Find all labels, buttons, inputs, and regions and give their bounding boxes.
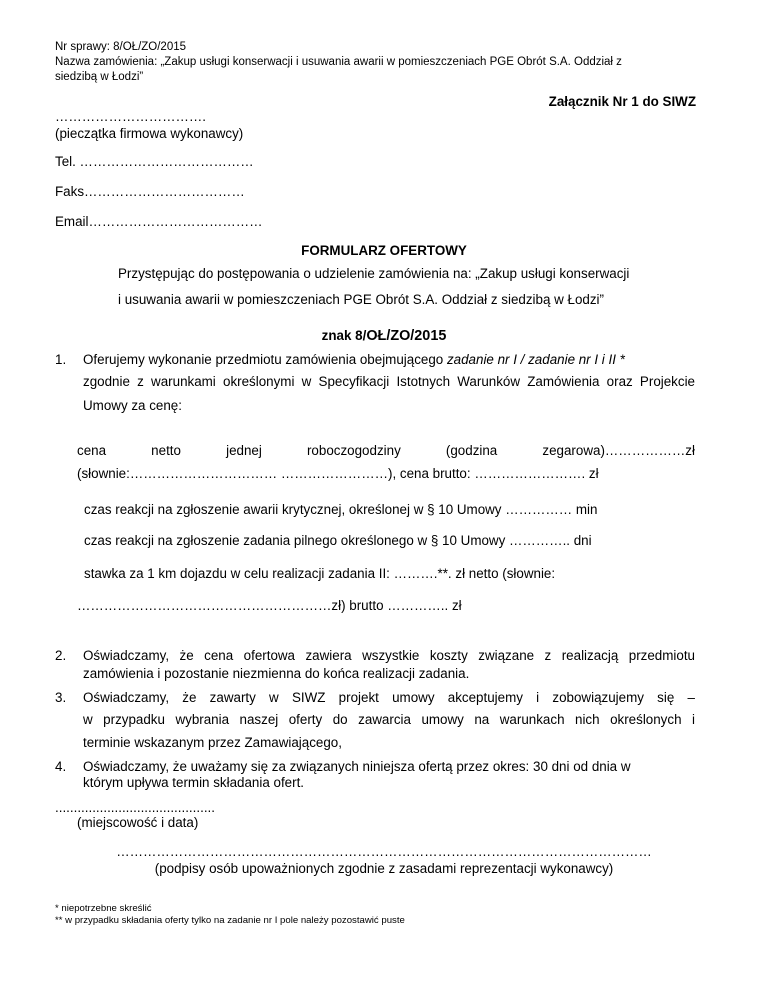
item2-line1: Oświadczamy, że cena ofertowa zawiera wszystkie koszty związane z realizacją przedmiotu xyxy=(83,648,695,663)
item1-line3: Umowy za cenę: xyxy=(83,398,182,413)
stamp-caption: (pieczątka firmowa wykonawcy) xyxy=(55,126,244,141)
item4-number: 4. xyxy=(55,759,67,774)
item1-line2: zgodnie z warunkami określonymi w Specyfikacji Istotnych Warunków Zamówienia oraz Projekcie xyxy=(83,374,695,389)
km-rate: stawka za 1 km dojazdu w celu realizacji zadania II: ……….**. zł netto (słownie: xyxy=(84,566,556,581)
reaction-urgent: czas reakcji na zgłoszenie zadania pilnego określonego w § 10 Umowy ………….. dni xyxy=(84,533,592,548)
price-word: cena xyxy=(77,443,107,458)
email-field: Email………………………………… xyxy=(55,214,263,229)
reference-mark xyxy=(0,328,768,344)
reference-prefix: znak 8/ xyxy=(321,328,367,343)
item1-line1 xyxy=(83,352,625,367)
footnote-1: * niepotrzebne skreślić xyxy=(55,903,152,914)
item3-line3: terminie wskazanym przez Zamawiającego, xyxy=(83,735,342,750)
order-name-line2: siedzibą w Łodzi” xyxy=(55,71,144,83)
price-word: jednej xyxy=(226,443,262,458)
price-line xyxy=(77,443,695,458)
signature-caption: (podpisy osób upoważnionych zgodnie z zasadami reprezentacji wykonawcy) xyxy=(154,861,614,876)
reaction-critical: czas reakcji na zgłoszenie awarii krytycznej, określonej w § 10 Umowy …………… min xyxy=(84,502,598,517)
item3-number: 3. xyxy=(55,690,67,705)
item2-number: 2. xyxy=(55,648,67,663)
item2-line2: zamówienia i pozostanie niezmienna do końca realizacji zadania. xyxy=(83,666,470,681)
stamp-dots: ……………………………. xyxy=(55,109,207,124)
form-title: FORMULARZ OFERTOWY xyxy=(301,243,467,258)
item1-line1-text: Oferujemy wykonanie przedmiotu zamówienia obejmującego xyxy=(83,352,447,367)
price-line2: (słownie:…………………………… ……………………), cena brutto: ……………………. zł xyxy=(77,466,599,481)
item4-line2: którym upływa termin składania ofert. xyxy=(83,775,305,790)
signature-dots: ………………………………………………………………………………………………………… xyxy=(116,844,652,859)
place-date-caption: (miejscowość i data) xyxy=(77,815,199,830)
item4-line1: Oświadczamy, że uważamy się za związanych niniejsza ofertą przez okres: 30 dni od dnia w xyxy=(83,759,631,774)
item1-number: 1. xyxy=(55,352,67,367)
km-rate-gross: …………………………………………………zł) brutto ………….. zł xyxy=(77,598,462,613)
fax-field: Faks……………………………… xyxy=(55,184,245,199)
intro-line1: Przystępując do postępowania o udzielenie zamówienia na: „Zakup usługi konserwacji xyxy=(118,266,630,281)
item3-line2: w przypadku wybrania naszej oferty do zawarcia umowy na warunkach nich określonych i xyxy=(83,712,695,727)
item1-task-choice: zadanie nr I / zadanie nr I i II * xyxy=(446,352,625,367)
place-date-dots: ........................................... xyxy=(55,800,215,815)
price-word: zegarowa)………………zł xyxy=(542,443,695,458)
item3-line1: Oświadczamy, że zawarty w SIWZ projekt umowy akceptujemy i zobowiązujemy się – xyxy=(83,690,695,705)
attachment-label: Załącznik Nr 1 do SIWZ xyxy=(548,94,696,109)
footnote-2: ** w przypadku składania oferty tylko na zadanie nr I pole należy pozostawić puste xyxy=(55,915,405,926)
tel-field: Tel. ………………………………… xyxy=(55,154,254,169)
intro-line2: i usuwania awarii w pomieszczeniach PGE Obrót S.A. Oddział z siedzibą w Łodzi” xyxy=(118,292,604,307)
case-number: Nr sprawy: 8/OŁ/ZO/2015 xyxy=(55,41,187,53)
reference-code: OŁ/ZO/2015 xyxy=(366,328,447,344)
price-word: (godzina xyxy=(445,443,498,458)
price-word: roboczogodziny xyxy=(306,443,401,458)
order-name-line1: Nazwa zamówienia: „Zakup usługi konserwacji i usuwania awarii w pomieszczeniach PGE Obrót S.A. Oddział z xyxy=(55,56,622,68)
price-word: netto xyxy=(151,443,181,458)
